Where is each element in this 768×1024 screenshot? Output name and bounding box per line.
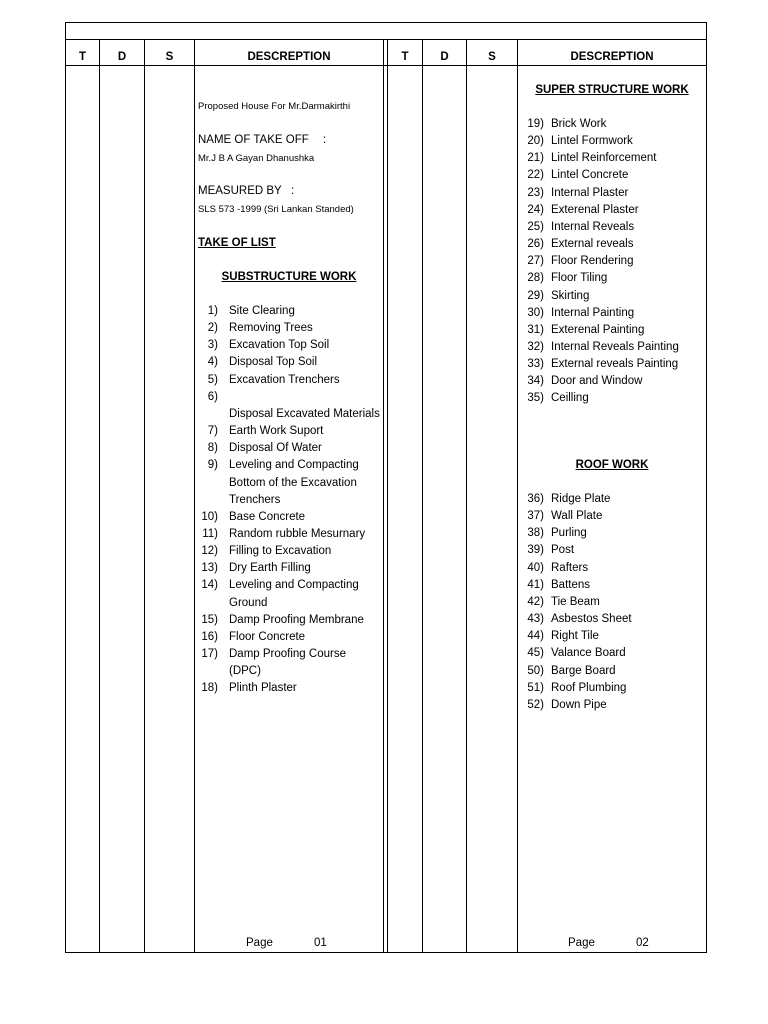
item-description: Purling [551,527,587,540]
item-number: 51) [527,681,544,694]
item-number: 4) [207,356,218,369]
take-off-list-heading: TAKE OF LIST [198,237,276,249]
item-number: 33) [527,358,544,371]
item-number: 18) [201,682,218,695]
item-description: Plinth Plaster [229,682,297,695]
item-number: 44) [527,630,544,643]
item-description: Right Tile [551,630,599,643]
item-description: Disposal Excavated Materials [229,407,380,420]
header-description-left: DESCREPTION [247,51,331,63]
name-of-take-off-value: Mr.J B A Gayan Dhanushka [198,153,315,164]
item-description: Ridge Plate [551,493,611,505]
frame-right [706,22,707,953]
item-number: 3) [207,339,218,352]
item-number: 32) [527,340,544,353]
col-line-t-d-left [99,39,100,953]
item-description: Excavation Top Soil [229,339,330,352]
item-number: 9) [207,459,218,472]
item-description: Excavation Trenchers [229,373,340,386]
measured-by-colon: : [291,185,295,197]
item-description: Rafters [551,561,589,574]
item-description: Valance Board [551,647,626,660]
header-t-left: T [78,51,87,63]
item-description: Barge Board [551,664,616,677]
item-description: Lintel Concrete [551,169,629,182]
item-number: 36) [527,493,544,505]
item-number: 52) [527,698,544,711]
substructure-heading: SUBSTRUCTURE WORK [221,271,357,283]
item-description: Exterenal Plaster [551,203,639,216]
item-number: 15) [201,613,218,626]
item-number: 41) [527,578,544,591]
item-description: Wall Plate [551,510,603,523]
header-d-left: D [117,51,127,63]
frame-left [65,22,66,953]
item-number: 25) [527,220,544,233]
header-description-right: DESCREPTION [570,51,654,63]
item-description: Dry Earth Filling [229,562,311,575]
header-top-rule [65,39,707,40]
header-t-right: T [401,51,409,63]
item-description: Damp Proofing Membrane [229,613,364,626]
item-description: Ceilling [551,392,589,405]
item-number: 39) [527,544,544,557]
item-description: Bottom of the Excavation [229,476,357,489]
item-number: 14) [201,579,218,592]
header-d-right: D [440,51,449,63]
item-number: 20) [527,135,544,148]
measured-by-value: SLS 573 -1999 (Sri Lankan Standed) [198,204,354,215]
item-number: 50) [527,664,544,677]
item-description: Door and Window [551,375,643,388]
item-description: External reveals Painting [551,358,679,371]
item-number: 27) [527,255,544,268]
item-number: 42) [527,595,544,608]
item-description: Asbestos Sheet [551,613,632,626]
item-description: Floor Concrete [229,630,306,643]
col-divider-a [383,39,384,953]
item-description: Leveling and Compacting [229,579,359,592]
item-number: 7) [207,425,218,438]
item-number: 5) [207,373,218,386]
item-description: Disposal Top Soil [229,356,318,369]
name-of-take-off-label: NAME OF TAKE OFF [198,134,309,146]
item-description: Roof Plumbing [551,681,627,694]
item-number: 30) [527,306,544,319]
item-description: Post [551,544,575,557]
item-number: 6) [207,390,218,403]
item-description: Exterenal Painting [551,323,645,336]
item-description: Filling to Excavation [229,545,332,558]
item-number: 13) [201,562,218,575]
item-number: 40) [527,561,544,574]
item-number: 10) [201,510,218,523]
frame-bottom [65,952,707,953]
item-description: Internal Reveals Painting [551,340,679,353]
item-number: 8) [207,442,218,455]
item-description: Ground [229,596,268,609]
page-label-left: Page [246,937,273,949]
item-number: 24) [527,203,544,216]
item-description: (DPC) [229,665,261,678]
item-description: Floor Rendering [551,255,634,268]
item-number: 28) [527,272,544,285]
item-description: Base Concrete [229,510,306,523]
col-line-d-s-left [144,39,145,953]
item-number: 43) [527,613,544,626]
col-divider-b [387,39,388,953]
item-number: 31) [527,323,544,336]
item-description: Internal Reveals [551,220,635,233]
header-bottom-rule [65,65,707,66]
item-description: Damp Proofing Course [229,648,346,660]
item-number: 12) [201,545,218,558]
item-number: 26) [527,238,544,251]
item-description: Earth Work Suport [229,425,324,438]
page-label-right: Page [568,937,595,949]
superstructure-heading: SUPER STRUCTURE WORK [535,84,689,96]
item-description: Lintel Formwork [551,135,633,148]
item-description: Battens [551,578,590,591]
item-description: Internal Plaster [551,186,629,199]
item-description: Internal Painting [551,306,635,319]
item-description: Lintel Reinforcement [551,152,657,165]
item-description: Removing Trees [229,322,313,335]
item-number: 35) [527,392,544,405]
item-number: 23) [527,186,544,199]
item-number: 38) [527,527,544,540]
item-description: Leveling and Compacting [229,459,359,472]
page-number-right: 02 [636,937,649,949]
header-s-right: S [488,51,496,63]
item-description: External reveals [551,238,634,251]
item-number: 17) [201,648,218,660]
col-line-d-s-right [466,39,467,953]
item-description: Brick Work [551,118,607,130]
col-line-s-desc-left [194,39,195,953]
header-s-left: S [165,51,174,63]
item-number: 34) [527,375,544,388]
item-description: Down Pipe [551,698,607,711]
page-number-left: 01 [314,937,327,949]
project-title: Proposed House For Mr.Darmakirthi [198,101,351,112]
item-number: 22) [527,169,544,182]
item-description: Site Clearing [229,305,295,317]
item-description: Tie Beam [551,595,600,608]
item-number: 19) [527,118,544,130]
item-description: Floor Tiling [551,272,608,285]
item-description: Random rubble Mesurnary [229,527,366,540]
item-number: 21) [527,152,544,165]
col-line-t-d-right [422,39,423,953]
item-number: 11) [202,527,218,540]
item-description: Skirting [551,289,590,302]
item-number: 16) [201,630,218,643]
item-number: 45) [527,647,544,660]
item-number: 1) [207,305,218,317]
item-number: 2) [207,322,218,335]
name-of-take-off-colon: : [323,134,327,146]
item-description: Trenchers [229,493,281,506]
item-number: 29) [527,289,544,302]
roof-work-heading: ROOF WORK [575,459,649,471]
measured-by-label: MEASURED BY [198,185,282,197]
frame-top [65,22,707,23]
item-number: 37) [527,510,544,523]
item-description: Disposal Of Water [229,442,322,455]
